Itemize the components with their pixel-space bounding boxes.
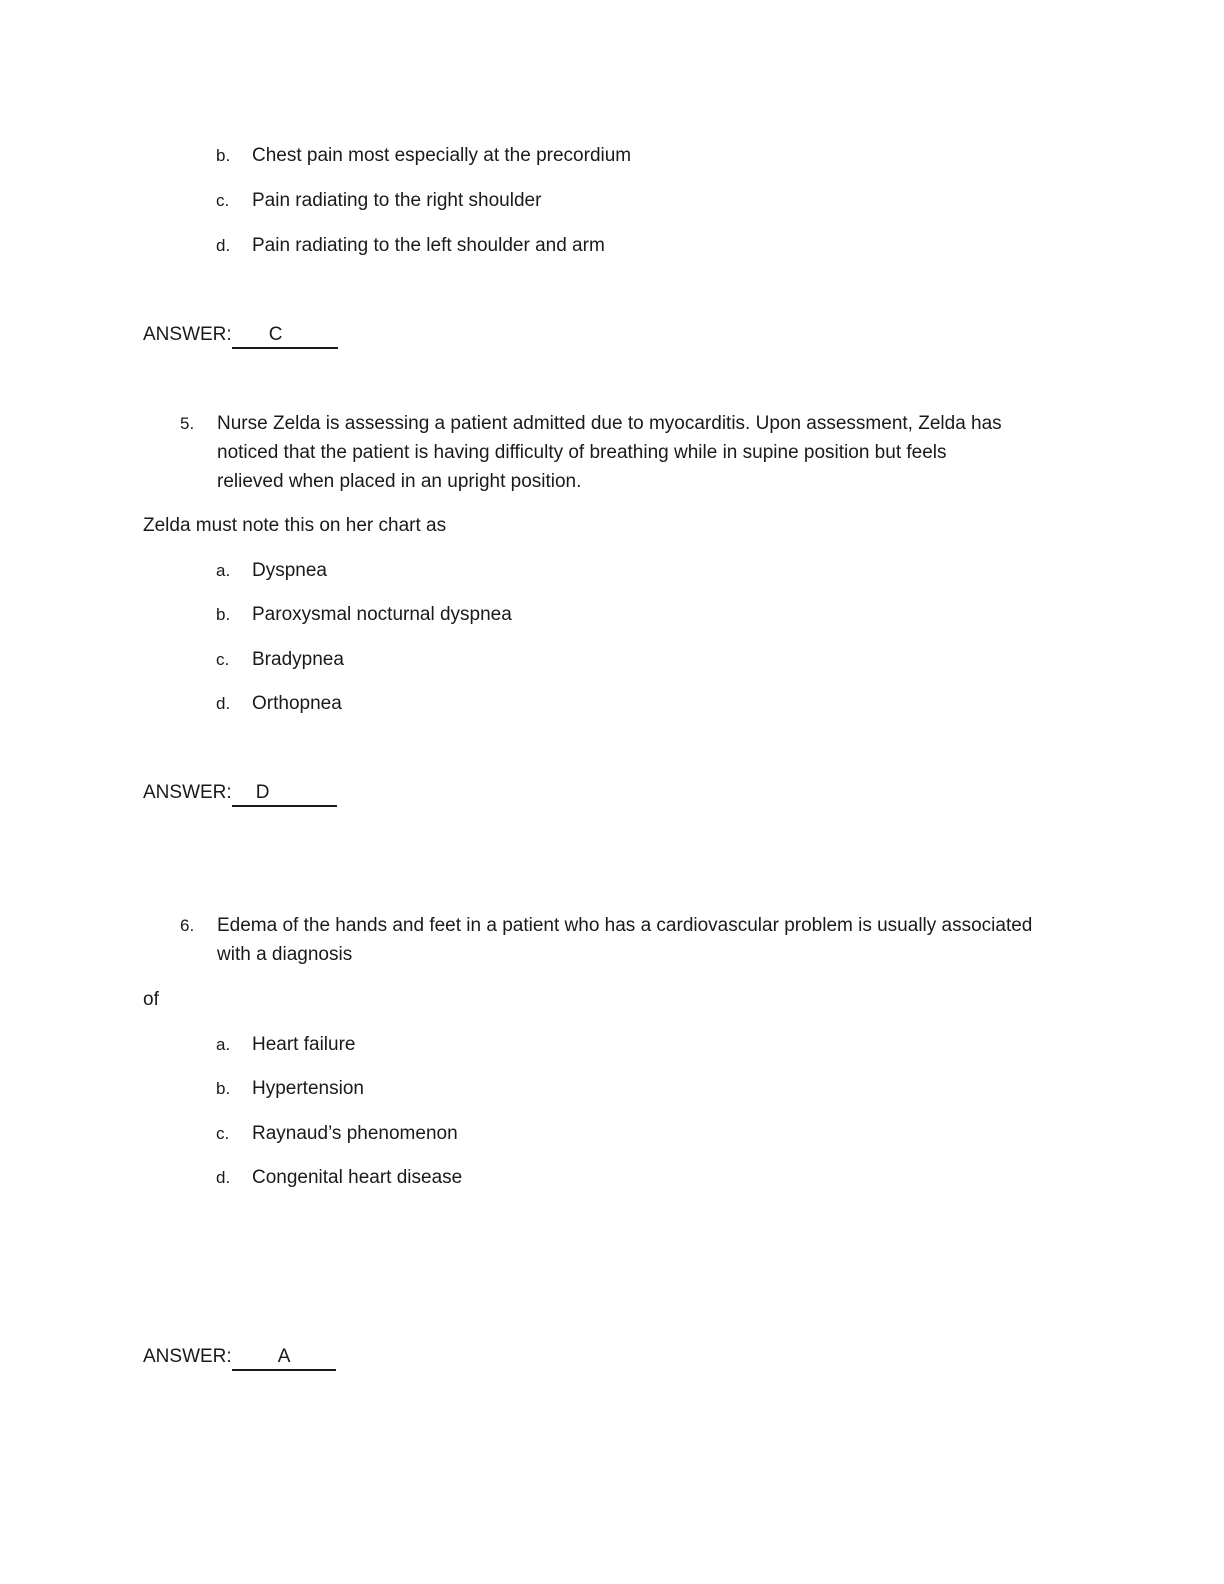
question-text: Nurse Zelda is assessing a patient admitted due to myocarditis. Upon assessment, Zelda has bbox=[217, 413, 1002, 434]
q6-answer bbox=[143, 1345, 336, 1371]
answer-blank bbox=[282, 327, 338, 349]
option-text: Paroxysmal nocturnal dyspnea bbox=[252, 604, 512, 625]
q5-answer bbox=[143, 781, 337, 807]
option-text: Raynaud’s phenomenon bbox=[252, 1123, 458, 1144]
option-text: Pain radiating to the right shoulder bbox=[252, 190, 542, 211]
option-text: Hypertension bbox=[252, 1078, 364, 1099]
option-text: Bradypnea bbox=[252, 649, 344, 670]
answer-blank bbox=[269, 785, 337, 807]
answer-blank bbox=[232, 785, 256, 807]
question-text: with a diagnosis bbox=[217, 944, 353, 965]
question-number: 6. bbox=[180, 916, 195, 935]
q4-answer bbox=[143, 323, 338, 349]
question-continuation: of bbox=[143, 989, 159, 1010]
answer-blank bbox=[232, 327, 269, 349]
answer-label: ANSWER: bbox=[143, 1346, 232, 1367]
answer-label: ANSWER: bbox=[143, 782, 232, 803]
option-text: Congenital heart disease bbox=[252, 1167, 463, 1188]
option-letter: d. bbox=[216, 1168, 231, 1187]
option-letter: b. bbox=[216, 146, 231, 165]
option-text: Chest pain most especially at the precordium bbox=[252, 145, 632, 166]
option-text: Orthopnea bbox=[252, 693, 342, 714]
answer-value: C bbox=[269, 323, 283, 349]
answer-value: D bbox=[256, 781, 270, 807]
question-text: noticed that the patient is having difficulty of breathing while in supine position but feels bbox=[217, 442, 947, 463]
option-letter: d. bbox=[216, 694, 231, 713]
answer-label: ANSWER: bbox=[143, 324, 232, 345]
option-letter: b. bbox=[216, 605, 231, 624]
answer-blank bbox=[232, 1349, 278, 1371]
answer-blank bbox=[290, 1349, 336, 1371]
answer-value: A bbox=[278, 1345, 291, 1371]
option-letter: c. bbox=[216, 650, 230, 669]
question-text: Edema of the hands and feet in a patient who has a cardiovascular problem is usually associated bbox=[217, 915, 1033, 936]
option-text: Pain radiating to the left shoulder and arm bbox=[252, 235, 605, 256]
option-text: Dyspnea bbox=[252, 560, 327, 581]
question-number: 5. bbox=[180, 414, 195, 433]
option-letter: b. bbox=[216, 1079, 231, 1098]
option-text: Heart failure bbox=[252, 1034, 356, 1055]
option-letter: d. bbox=[216, 236, 231, 255]
question-text: relieved when placed in an upright position. bbox=[217, 471, 582, 492]
option-letter: a. bbox=[216, 561, 231, 580]
question-continuation: Zelda must note this on her chart as bbox=[143, 515, 447, 536]
option-letter: a. bbox=[216, 1035, 231, 1054]
option-letter: c. bbox=[216, 1124, 230, 1143]
option-letter: c. bbox=[216, 191, 230, 210]
